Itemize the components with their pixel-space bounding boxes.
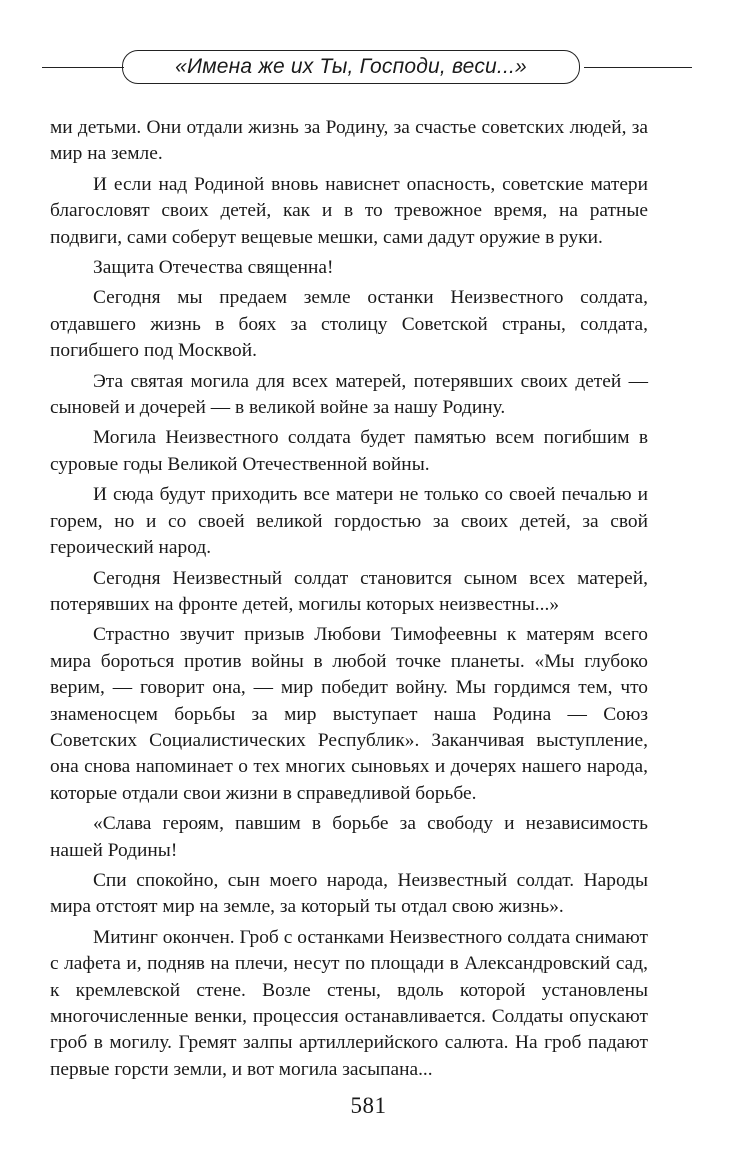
paragraph: ми детьми. Они отдали жизнь за Родину, за счастье советских людей, за мир на земле. xyxy=(50,117,648,165)
paragraph: «Слава героям, павшим в борьбе за свободу и независимость нашей Родины! xyxy=(50,813,648,861)
header-rule-right xyxy=(584,67,692,68)
header-title: «Имена же их Ты, Господи, веси...» xyxy=(122,50,580,84)
paragraph: И сюда будут приходить все матери не только со своей печалью и горем, но и со своей великой гордостью за своих детей, за свой героический народ. xyxy=(50,484,648,559)
paragraph: Защита Отечества священна! xyxy=(93,257,334,279)
page-number: 581 xyxy=(350,1093,387,1118)
running-header xyxy=(42,42,692,86)
paragraph: Страстно звучит призыв Любови Тимофеевны к матерям всего мира бороться против войны в любой точке планеты. «Мы глубоко верим, — говорит она, — мир победит войну. Мы гордимся тем, что знаменосцем борьбы за мир выступает наша Родина — Союз Советских Социалистических Республик». Заканчивая выступление, она снова напоминает о тех многих сыновьях и дочерях нашего народа, которые отдали свои жизни в справедливой борьбе. xyxy=(50,624,648,804)
paragraph: Сегодня Неизвестный солдат становится сыном всех матерей, потерявших на фронте детей, могилы которых неизвестны...» xyxy=(50,567,648,615)
paragraph: Спи спокойно, сын моего народа, Неизвестный солдат. Народы мира отстоят мир на земле, за который ты отдал свою жизнь». xyxy=(50,869,648,918)
body-text xyxy=(50,115,648,1087)
paragraph: Митинг окончен. Гроб с останками Неизвестного солдата снимают с лафета и, подняв на плечи, несут по площади в Александровский сад, к кремлевской стене. Возле стены, вдоль которой установлены многочисленные венки, процессия останавливается. Солдаты опускают гроб в могилу. Гремят залпы артиллерийского салюта. На гроб падают первые горсти земли, и вот могила засыпана... xyxy=(50,926,648,1080)
paragraph: И если над Родиной вновь нависнет опасность, советские матери благословят своих детей, как и в то тревожное время, на ратные подвиги, сами соберут вещевые мешки, сами дадут оружие в руки. xyxy=(50,173,648,248)
header-rule-left xyxy=(42,67,124,68)
paragraph: Сегодня мы предаем земле останки Неизвестного солдата, отдавшего жизнь в боях за столицу Советской страны, солдата, погибшего под Москвой. xyxy=(50,287,648,362)
paragraph: Могила Неизвестного солдата будет памятью всем погибшим в суровые годы Великой Отечественной войны. xyxy=(50,427,648,475)
paragraph: Эта святая могила для всех матерей, потерявших своих детей — сыновей и дочерей — в великой войне за нашу Родину. xyxy=(50,370,648,419)
